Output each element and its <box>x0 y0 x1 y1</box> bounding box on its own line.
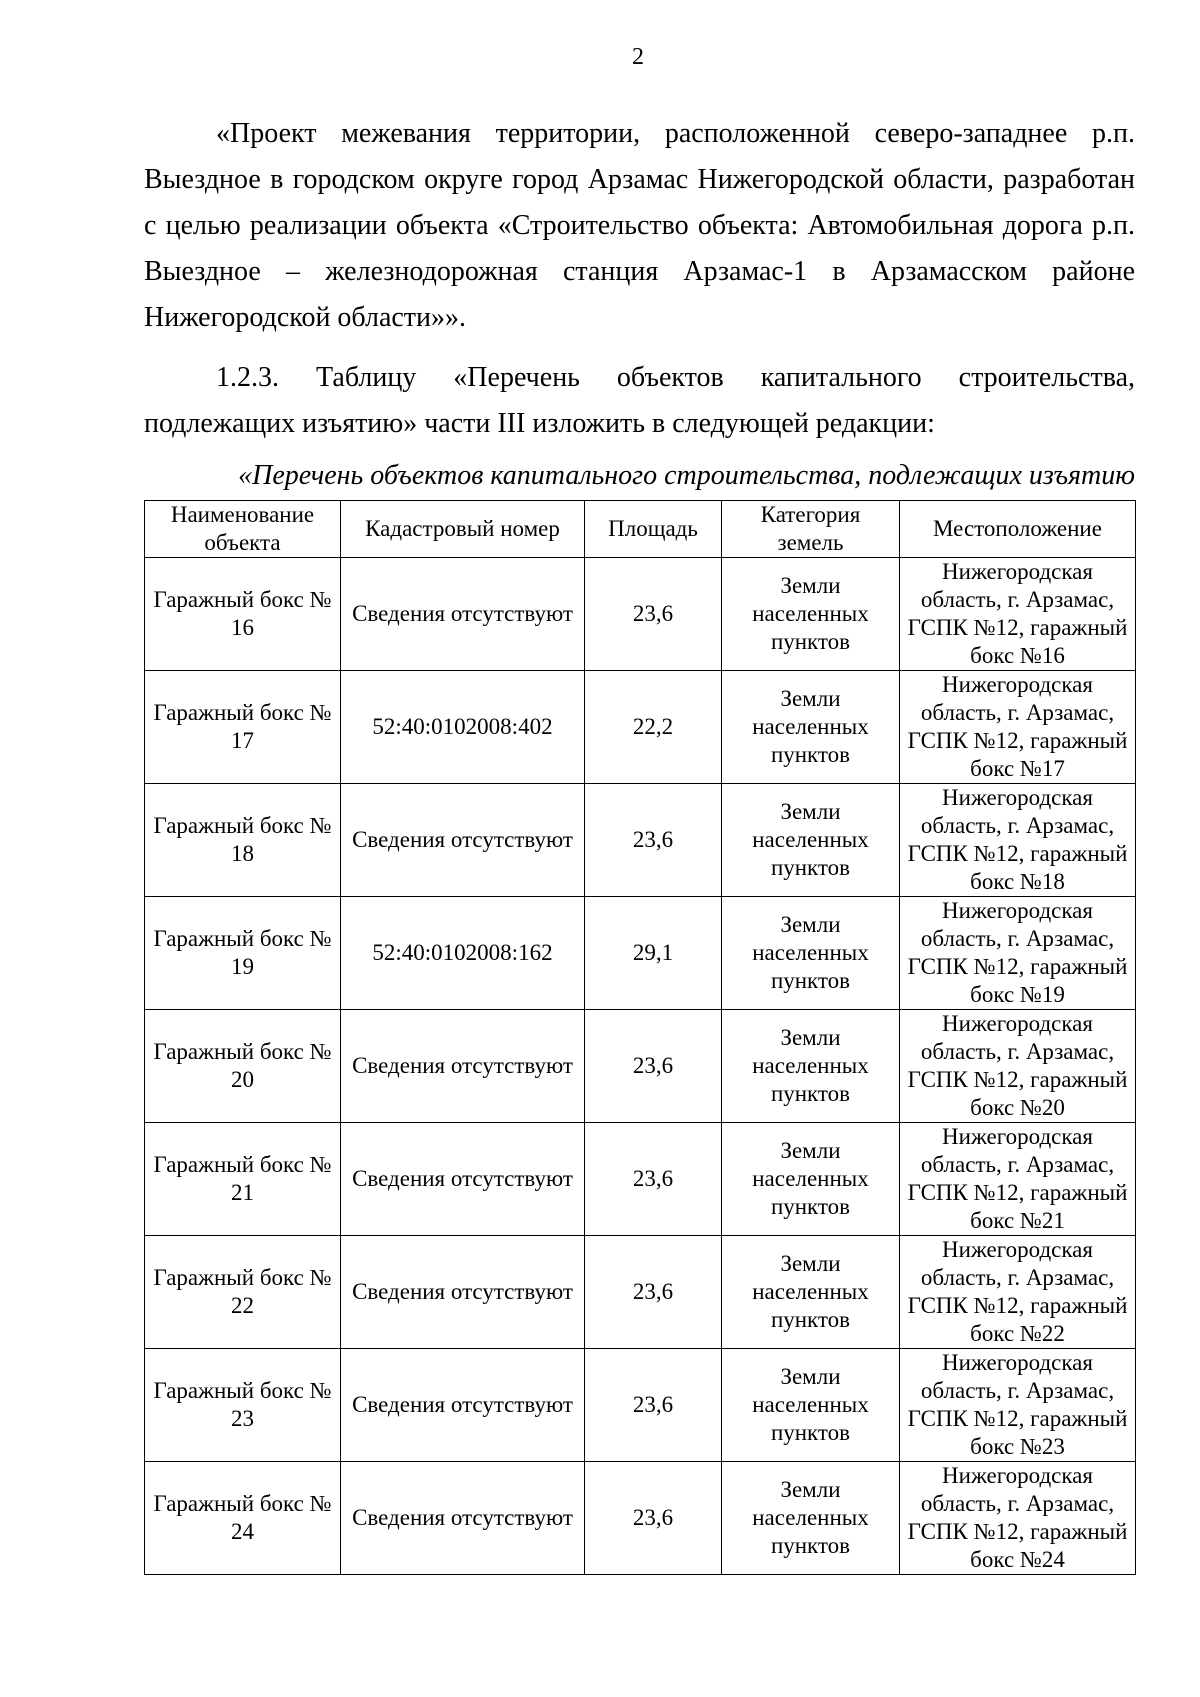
cell-location: Нижегородская область, г. Арзамас, ГСПК №12, гаражный бокс №18 <box>900 784 1136 897</box>
header-area: Площадь <box>585 501 722 558</box>
header-location: Местоположение <box>900 501 1136 558</box>
header-land-category: Категория земель <box>722 501 900 558</box>
cell-land-category: Земли населенных пунктов <box>722 558 900 671</box>
table-row <box>145 1123 1136 1236</box>
paragraph-project-description <box>144 111 1135 341</box>
cell-object-name: Гаражный бокс № 24 <box>145 1462 341 1575</box>
cell-area: 29,1 <box>585 897 722 1010</box>
cell-area: 23,6 <box>585 1349 722 1462</box>
table-row <box>145 1010 1136 1123</box>
table-caption: «Перечень объектов капитального строительства, подлежащих изъятию <box>238 460 1135 491</box>
cell-cadastral-number: Сведения отсутствуют <box>341 558 585 671</box>
cell-land-category: Земли населенных пунктов <box>722 1462 900 1575</box>
paragraph-text: 1.2.3. Таблицу «Перечень объектов капитального строительства, подлежащих изъятию» части III изложить в следующей редакции: <box>144 362 1135 439</box>
table-row <box>145 558 1136 671</box>
cell-cadastral-number: 52:40:0102008:402 <box>341 671 585 784</box>
cell-land-category: Земли населенных пунктов <box>722 671 900 784</box>
header-cadastral-number: Кадастровый номер <box>341 501 585 558</box>
table-row <box>145 1349 1136 1462</box>
cell-object-name: Гаражный бокс № 22 <box>145 1236 341 1349</box>
cell-land-category: Земли населенных пунктов <box>722 1236 900 1349</box>
table-row <box>145 671 1136 784</box>
cell-cadastral-number: Сведения отсутствуют <box>341 1123 585 1236</box>
paragraph-text: «Проект межевания территории, расположенной северо-западнее р.п. Выездное в городском округе город Арзамас Нижегородской области, разработан с целью реализации объекта «Строительство объекта: Автомобильная дорога р.п. Выездное – железнодорожная станция Арзамас-1 в Арзамасском районе Нижегородской области»». <box>144 118 1135 333</box>
header-object-name: Наименование объекта <box>145 501 341 558</box>
cell-area: 23,6 <box>585 1462 722 1575</box>
cell-land-category: Земли населенных пунктов <box>722 1349 900 1462</box>
cell-area: 23,6 <box>585 558 722 671</box>
table-row <box>145 784 1136 897</box>
cell-location: Нижегородская область, г. Арзамас, ГСПК №12, гаражный бокс №23 <box>900 1349 1136 1462</box>
cell-land-category: Земли населенных пунктов <box>722 1123 900 1236</box>
table-header-row <box>145 501 1136 558</box>
cell-land-category: Земли населенных пунктов <box>722 897 900 1010</box>
table-row <box>145 1236 1136 1349</box>
cell-object-name: Гаражный бокс № 19 <box>145 897 341 1010</box>
paragraph-table-amendment <box>144 355 1135 447</box>
cell-cadastral-number: 52:40:0102008:162 <box>341 897 585 1010</box>
cell-location: Нижегородская область, г. Арзамас, ГСПК №12, гаражный бокс №24 <box>900 1462 1136 1575</box>
cell-area: 23,6 <box>585 784 722 897</box>
cell-cadastral-number: Сведения отсутствуют <box>341 784 585 897</box>
cell-area: 22,2 <box>585 671 722 784</box>
cell-area: 23,6 <box>585 1010 722 1123</box>
cell-location: Нижегородская область, г. Арзамас, ГСПК №12, гаражный бокс №20 <box>900 1010 1136 1123</box>
cell-cadastral-number: Сведения отсутствуют <box>341 1349 585 1462</box>
cell-object-name: Гаражный бокс № 18 <box>145 784 341 897</box>
cell-land-category: Земли населенных пунктов <box>722 784 900 897</box>
cell-object-name: Гаражный бокс № 16 <box>145 558 341 671</box>
cell-object-name: Гаражный бокс № 21 <box>145 1123 341 1236</box>
page-number: 2 <box>632 44 644 70</box>
cell-cadastral-number: Сведения отсутствуют <box>341 1462 585 1575</box>
table-row <box>145 897 1136 1010</box>
cell-area: 23,6 <box>585 1123 722 1236</box>
cell-cadastral-number: Сведения отсутствуют <box>341 1236 585 1349</box>
objects-table <box>144 500 1136 1575</box>
cell-location: Нижегородская область, г. Арзамас, ГСПК №12, гаражный бокс №19 <box>900 897 1136 1010</box>
table-row <box>145 1462 1136 1575</box>
cell-location: Нижегородская область, г. Арзамас, ГСПК №12, гаражный бокс №16 <box>900 558 1136 671</box>
cell-location: Нижегородская область, г. Арзамас, ГСПК №12, гаражный бокс №17 <box>900 671 1136 784</box>
cell-object-name: Гаражный бокс № 17 <box>145 671 341 784</box>
cell-object-name: Гаражный бокс № 23 <box>145 1349 341 1462</box>
cell-land-category: Земли населенных пунктов <box>722 1010 900 1123</box>
cell-location: Нижегородская область, г. Арзамас, ГСПК №12, гаражный бокс №22 <box>900 1236 1136 1349</box>
cell-object-name: Гаражный бокс № 20 <box>145 1010 341 1123</box>
cell-location: Нижегородская область, г. Арзамас, ГСПК №12, гаражный бокс №21 <box>900 1123 1136 1236</box>
cell-cadastral-number: Сведения отсутствуют <box>341 1010 585 1123</box>
cell-area: 23,6 <box>585 1236 722 1349</box>
